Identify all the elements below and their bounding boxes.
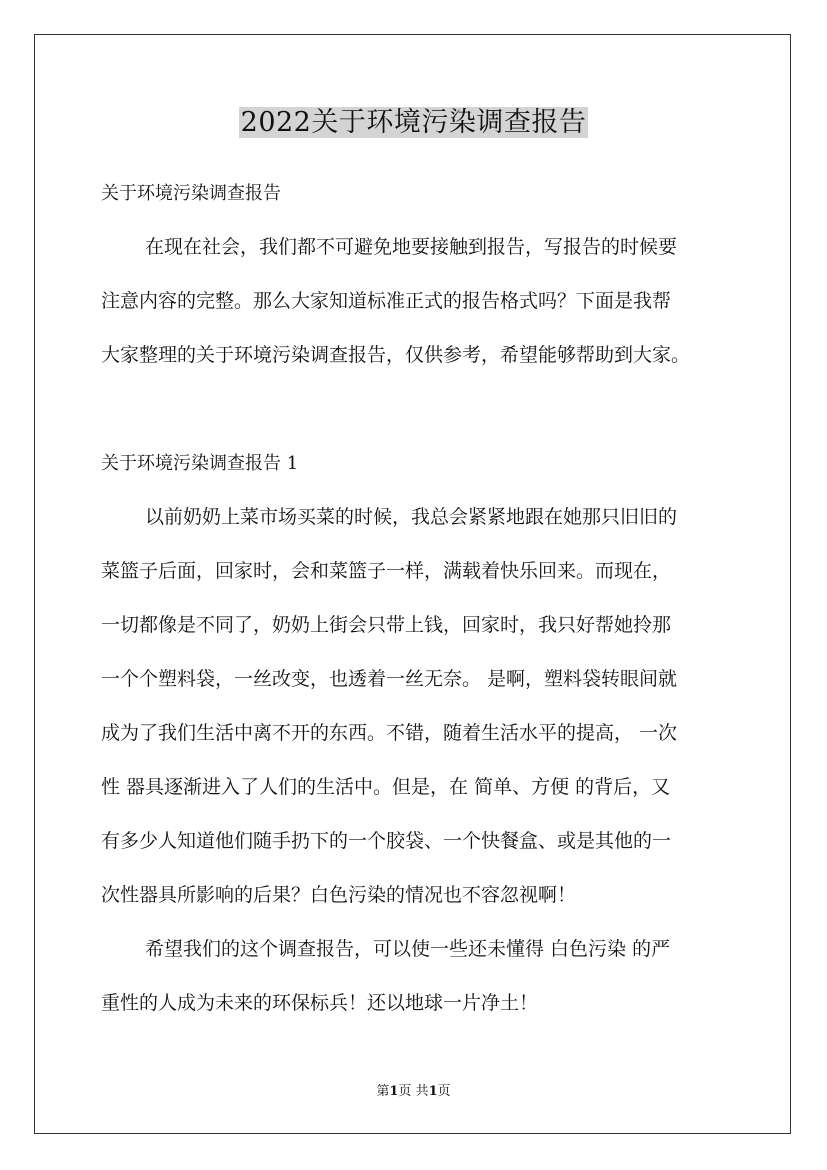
document-title (0, 101, 827, 143)
footer-page-total: 1 (428, 1084, 438, 1099)
section-p1-line-6: 性 器具逐渐进入了人们的生活中。但是，在 简单、方便 的背后，又 (101, 776, 671, 798)
page-footer (0, 1083, 827, 1101)
section-heading: 关于环境污染调查报告 1 (101, 453, 299, 474)
document-title-text: 2022关于环境污染调查报告 (240, 107, 587, 138)
section-p2-line-2: 重性的人成为未来的环保标兵！还以地球一片净土！ (101, 992, 539, 1014)
subtitle: 关于环境污染调查报告 (101, 183, 281, 204)
intro-line-1: 在现在社会，我们都不可避免地要接触到报告，写报告的时候要 (145, 236, 678, 258)
section-p1-line-5: 成为了我们生活中离不开的东西。不错，随着生活水平的提高， 一次 (101, 722, 678, 744)
section-p1-line-4: 一个个塑料袋，一丝改变，也透着一丝无奈。 是啊，塑料袋转眼间就 (101, 668, 678, 690)
section-p1-line-7: 有多少人知道他们随手扔下的一个胶袋、一个快餐盒、或是其他的一 (101, 830, 672, 852)
intro-line-3: 大家整理的关于环境污染调查报告，仅供参考，希望能够帮助到大家。 (101, 344, 691, 366)
footer-page-mid: 页 共 (398, 1084, 429, 1099)
footer-page-number: 1 (389, 1084, 399, 1099)
footer-page-prefix: 第 (376, 1084, 390, 1099)
section-p1-line-3: 一切都像是不同了，奶奶上街会只带上钱，回家时，我只好帮她拎那 (101, 614, 672, 636)
section-p1-line-2: 菜篮子后面，回家时，会和菜篮子一样，满载着快乐回来。而现在， (101, 560, 672, 582)
section-p1-line-1: 以前奶奶上菜市场买菜的时候，我总会紧紧地跟在她那只旧旧的 (145, 506, 678, 528)
section-p1-line-8: 次性器具所影响的后果？白色污染的情况也不容忽视啊！ (101, 884, 577, 906)
section-p2-line-1: 希望我们的这个调查报告，可以使一些还未懂得 白色污染 的严 (145, 938, 671, 960)
intro-line-2: 注意内容的完整。那么大家知道标准正式的报告格式吗？下面是我帮 (101, 290, 672, 312)
footer-page-suffix: 页 (437, 1084, 451, 1099)
